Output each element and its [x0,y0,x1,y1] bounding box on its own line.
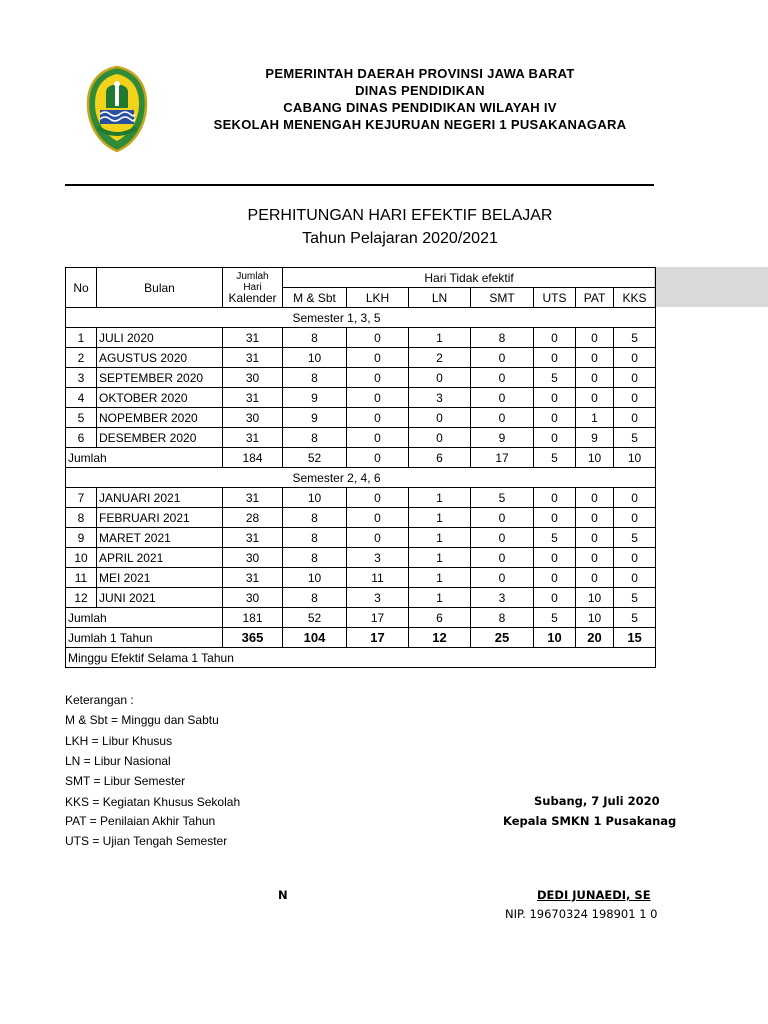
table-cell: 5 [614,528,656,548]
row-number: 2 [66,348,97,368]
table-cell: 10 [283,568,347,588]
col-header-hari-tidak-efektif: Hari Tidak efektif [283,268,656,288]
col-header-uts: UTS [534,288,576,308]
table-cell: 0 [534,488,576,508]
table-cell: 1 [409,528,471,548]
table-cell: 30 [223,408,283,428]
row-number: 7 [66,488,97,508]
table-cell: 31 [223,568,283,588]
table-cell: 6 [409,448,471,468]
table-cell: 0 [471,568,534,588]
table-cell: 15 [614,628,656,648]
table-row [66,408,656,428]
row-number: 9 [66,528,97,548]
table-cell: 3 [409,388,471,408]
table-row [66,568,656,588]
table-cell: 0 [614,348,656,368]
table-row [66,508,656,528]
table-cell: 10 [283,348,347,368]
table-cell: 1 [409,548,471,568]
table-cell: 1 [409,488,471,508]
table-cell: 30 [223,588,283,608]
table-cell: 5 [534,368,576,388]
table-cell: 9 [283,408,347,428]
semester-2-label: Semester 2, 4, 6 [283,468,656,488]
signer-name: DEDI JUNAEDI, SE [537,888,651,902]
note-item: SMT = Libur Semester [65,774,186,788]
table-cell: 8 [283,328,347,348]
table-cell: 5 [614,328,656,348]
table-cell: 1 [409,568,471,588]
table-cell: 0 [534,428,576,448]
table-row [66,428,656,448]
month-name: OKTOBER 2020 [97,388,223,408]
table-row [66,488,656,508]
table-cell: 0 [347,428,409,448]
table-cell: 10 [283,488,347,508]
month-name: APRIL 2021 [97,548,223,568]
month-name: JULI 2020 [97,328,223,348]
table-cell: 12 [409,628,471,648]
col-header-no: No [66,268,97,308]
table-cell: 10 [576,608,614,628]
semester-2-rows [66,488,656,608]
document-title: PERHITUNGAN HARI EFEKTIF BELAJAR [247,207,553,224]
table-cell: 0 [471,548,534,568]
month-name: AGUSTUS 2020 [97,348,223,368]
table-cell: 8 [283,548,347,568]
table-cell: 11 [347,568,409,588]
table-cell: 10 [534,628,576,648]
note-item: LN = Libur Nasional [65,754,171,768]
table-cell: 8 [471,608,534,628]
row-number: 6 [66,428,97,448]
month-name: NOPEMBER 2020 [97,408,223,428]
semester-2-total-label: Jumlah [66,608,223,628]
table-cell: 365 [223,628,283,648]
table-cell: 0 [614,408,656,428]
effective-weeks-row: Minggu Efektif Selama 1 Tahun [66,648,656,668]
col-header-jumlah-l2: Hari [243,282,262,293]
table-cell: 5 [614,588,656,608]
place-date: Subang, 7 Juli 2020 [534,794,660,808]
note-item: LKH = Libur Khusus [65,734,173,748]
table-cell: 2 [409,348,471,368]
table-cell: 8 [283,508,347,528]
table-cell: 31 [223,488,283,508]
signer-position: Kepala SMKN 1 Pusakanag [503,814,677,828]
table-cell: 28 [223,508,283,528]
table-cell: 0 [347,368,409,388]
table-cell: 10 [576,588,614,608]
table-cell: 17 [471,448,534,468]
table-cell: 184 [223,448,283,468]
table-cell: 0 [471,348,534,368]
table-cell: 0 [614,388,656,408]
table-cell: 0 [347,408,409,428]
table-cell: 0 [614,568,656,588]
table-cell: 0 [576,368,614,388]
table-cell: 3 [471,588,534,608]
col-header-ln: LN [409,288,471,308]
table-cell: 3 [347,588,409,608]
table-cell: 17 [347,608,409,628]
table-cell: 5 [614,428,656,448]
table-cell: 0 [347,528,409,548]
month-name: JUNI 2021 [97,588,223,608]
table-cell: 0 [576,528,614,548]
month-name: MARET 2021 [97,528,223,548]
table-row [66,528,656,548]
notes-title: Keterangan : [65,693,134,707]
table-cell: 0 [347,508,409,528]
table-cell: 20 [576,628,614,648]
document-subtitle: Tahun Pelajaran 2020/2021 [302,230,498,247]
table-cell: 0 [534,408,576,428]
table-cell: 0 [576,508,614,528]
table-cell: 8 [283,588,347,608]
note-item: M & Sbt = Minggu dan Sabtu [65,713,219,727]
table-row [66,368,656,388]
month-name: DESEMBER 2020 [97,428,223,448]
table-cell: 31 [223,348,283,368]
table-cell: 31 [223,388,283,408]
table-cell: 0 [409,408,471,428]
table-cell: 8 [471,328,534,348]
table-row [66,588,656,608]
semester-1-rows [66,328,656,448]
table-row [66,548,656,568]
col-header-jumlah-hari [223,268,283,308]
table-cell: 0 [347,448,409,468]
table-cell: 31 [223,428,283,448]
table-cell: 0 [534,568,576,588]
table-row [66,328,656,348]
year-total-label: Jumlah 1 Tahun [66,628,223,648]
west-java-emblem-logo [86,64,148,154]
table-cell: 0 [471,368,534,388]
table-cell: 0 [614,368,656,388]
row-number: 10 [66,548,97,568]
table-cell: 0 [347,328,409,348]
table-cell: 10 [576,448,614,468]
table-row [66,348,656,368]
semester-1-label: Semester 1, 3, 5 [283,308,656,328]
table-cell: 1 [576,408,614,428]
table-cell: 9 [471,428,534,448]
table-cell: 31 [223,528,283,548]
table-cell: 0 [576,548,614,568]
table-cell: 3 [347,548,409,568]
col-header-m-sbt: M & Sbt [283,288,347,308]
table-cell: 17 [347,628,409,648]
table-cell: 25 [471,628,534,648]
note-item: KKS = Kegiatan Khusus Sekolah [65,795,241,809]
table-cell: 0 [534,548,576,568]
month-name: FEBRUARI 2021 [97,508,223,528]
effective-days-table [65,267,656,668]
row-number: 4 [66,388,97,408]
table-cell: 0 [614,508,656,528]
table-cell: 0 [614,548,656,568]
table-cell: 0 [471,408,534,428]
table-cell: 0 [576,568,614,588]
row-number: 5 [66,408,97,428]
table-cell: 181 [223,608,283,628]
header-line-1: PEMERINTAH DAERAH PROVINSI JAWA BARAT [265,66,575,81]
row-number: 12 [66,588,97,608]
header-shade [654,267,768,307]
table-cell: 0 [471,388,534,408]
table-cell: 0 [409,368,471,388]
note-item: PAT = Penilaian Akhir Tahun [65,814,216,828]
table-cell: 0 [534,348,576,368]
table-cell: 0 [471,508,534,528]
table-cell: 52 [283,608,347,628]
table-cell: 5 [471,488,534,508]
table-cell: 8 [283,368,347,388]
row-number: 11 [66,568,97,588]
table-cell: 1 [409,328,471,348]
col-header-pat: PAT [576,288,614,308]
table-cell: 9 [283,388,347,408]
header-line-4: SEKOLAH MENENGAH KEJURUAN NEGERI 1 PUSAKANAGARA [213,117,627,132]
col-header-bulan: Bulan [97,268,223,308]
table-cell: 9 [576,428,614,448]
table-cell: 0 [576,328,614,348]
table-cell: 0 [534,328,576,348]
row-number: 1 [66,328,97,348]
table-row [66,388,656,408]
table-cell: 0 [534,588,576,608]
table-cell: 10 [614,448,656,468]
table-cell: 30 [223,548,283,568]
table-cell: 0 [347,348,409,368]
table-cell: 0 [347,388,409,408]
month-name: SEPTEMBER 2020 [97,368,223,388]
table-cell: 1 [409,508,471,528]
month-name: MEI 2021 [97,568,223,588]
table-cell: 104 [283,628,347,648]
col-header-smt: SMT [471,288,534,308]
table-cell: 0 [576,488,614,508]
table-cell: 0 [576,388,614,408]
col-header-lkh: LKH [347,288,409,308]
signer-nip: NIP. 19670324 198901 1 0 [505,907,658,921]
table-cell: 8 [283,428,347,448]
table-cell: 1 [409,588,471,608]
table-cell: 5 [614,608,656,628]
row-number: 3 [66,368,97,388]
table-cell: 0 [409,428,471,448]
month-name: JANUARI 2021 [97,488,223,508]
semester-1-total-label: Jumlah [66,448,223,468]
col-header-kks: KKS [614,288,656,308]
table-cell: 0 [576,348,614,368]
table-cell: 0 [614,488,656,508]
col-header-jumlah-l1: Jumlah [236,271,269,282]
table-cell: 5 [534,608,576,628]
header-line-3: CABANG DINAS PENDIDIKAN WILAYAH IV [283,100,557,115]
table-cell: 0 [471,528,534,548]
left-signer-mark: N [278,888,288,902]
note-item: UTS = Ujian Tengah Semester [65,834,228,848]
table-cell: 30 [223,368,283,388]
header-divider [65,184,654,186]
table-cell: 0 [534,388,576,408]
table-cell: 52 [283,448,347,468]
table-cell: 0 [347,488,409,508]
table-cell: 31 [223,328,283,348]
table-cell: 5 [534,528,576,548]
col-header-jumlah-l3: Kalender [228,291,277,305]
table-cell: 8 [283,528,347,548]
row-number: 8 [66,508,97,528]
header-line-2: DINAS PENDIDIKAN [355,83,485,98]
table-cell: 0 [534,508,576,528]
table-cell: 5 [534,448,576,468]
table-cell: 6 [409,608,471,628]
